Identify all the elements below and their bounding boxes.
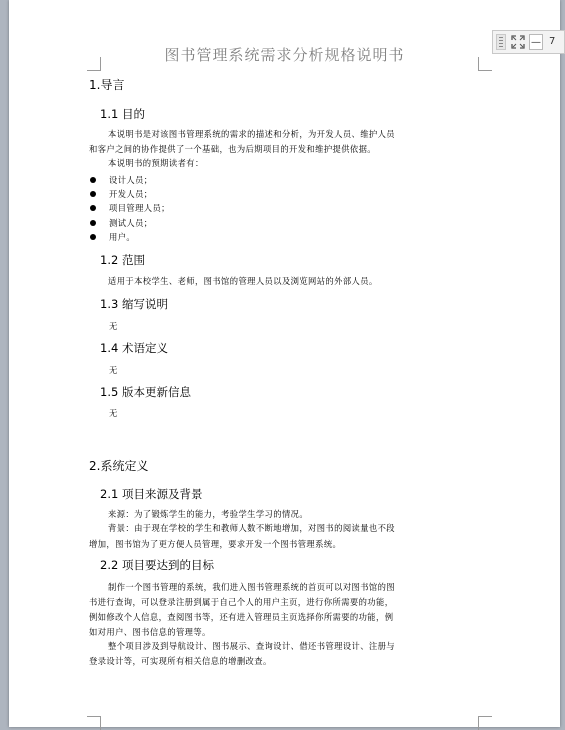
heading-version-info: 1.5 版本更新信息 — [100, 385, 191, 399]
paragraph-line: 书进行查询，可以登录注册到属于自己个人的用户主页，进行你所需要的功能， — [89, 597, 394, 607]
heading-purpose: 1.1 目的 — [100, 107, 145, 121]
expand-icon[interactable] — [510, 34, 526, 50]
paragraph-line: 制作一个图书管理的系统，我们进入图书管理系统的首页可以对图书馆的图 — [108, 582, 395, 592]
zoom-level-value[interactable]: 7 — [549, 36, 556, 47]
heading-abbreviations: 1.3 缩写说明 — [100, 297, 168, 311]
paragraph-line: 整个项目涉及到导航设计、图书展示、查询设计、借还书管理设计、注册与 — [108, 641, 395, 651]
bullet-icon — [90, 177, 96, 183]
document-page — [9, 0, 560, 727]
bullet-icon — [90, 234, 96, 240]
list-item-reader: 用户。 — [109, 232, 136, 242]
paragraph-line: 增加，图书馆为了更方便人员管理，要求开发一个图书管理系统。 — [89, 539, 342, 549]
paragraph-line: 无 — [109, 321, 118, 331]
heading-project-goals: 2.2 项目要达到的目标 — [100, 558, 214, 572]
heading-system-definition: 2.系统定义 — [89, 459, 149, 473]
paragraph-line: 和客户之间的协作提供了一个基础，也为后期项目的开发和维护提供依据。 — [89, 144, 376, 154]
paragraph-line: 来源：为了锻炼学生的能力，考验学生学习的情况。 — [108, 509, 309, 519]
heading-scope: 1.2 范围 — [100, 253, 145, 267]
crop-mark-bottom-right — [478, 716, 492, 730]
paragraph-line: 本说明书的预期读者有： — [108, 158, 204, 168]
paragraph-line: 背景：由于现在学校的学生和教师人数不断地增加，对图书的阅读量也不段 — [108, 523, 395, 533]
paragraph-line: 无 — [109, 408, 118, 418]
list-item-reader: 测试人员； — [109, 218, 153, 228]
paragraph-line: 登录设计等，可实现所有相关信息的增删改查。 — [89, 656, 272, 666]
bullet-icon — [90, 220, 96, 226]
crop-mark-bottom-left — [87, 716, 101, 730]
zoom-toolbar — [492, 30, 565, 54]
document-title: 图书管理系统需求分析规格说明书 — [164, 46, 405, 64]
paragraph-line: 例如修改个人信息，查阅图书等，还有进入管理员主页选择你所需要的功能，例 — [89, 612, 394, 622]
paragraph-line: 适用于本校学生、老师，图书馆的管理人员以及浏览网站的外部人员。 — [108, 276, 378, 286]
heading-introduction: 1.导言 — [89, 78, 125, 92]
bullet-icon — [90, 205, 96, 211]
bullet-icon — [90, 191, 96, 197]
list-item-reader: 项目管理人员； — [109, 203, 170, 213]
toolbar-grip-handle[interactable] — [496, 34, 506, 50]
list-item-reader: 开发人员； — [109, 189, 153, 199]
zoom-out-button[interactable]: — — [529, 34, 543, 50]
heading-project-background: 2.1 项目来源及背景 — [100, 487, 203, 501]
heading-terms: 1.4 术语定义 — [100, 341, 168, 355]
paragraph-line: 本说明书是对该图书管理系统的需求的描述和分析，为开发人员、维护人员 — [108, 129, 395, 139]
paragraph-line: 如对用户、图书信息的管理等。 — [89, 627, 211, 637]
list-item-reader: 设计人员； — [109, 175, 153, 185]
paragraph-line: 无 — [109, 365, 118, 375]
